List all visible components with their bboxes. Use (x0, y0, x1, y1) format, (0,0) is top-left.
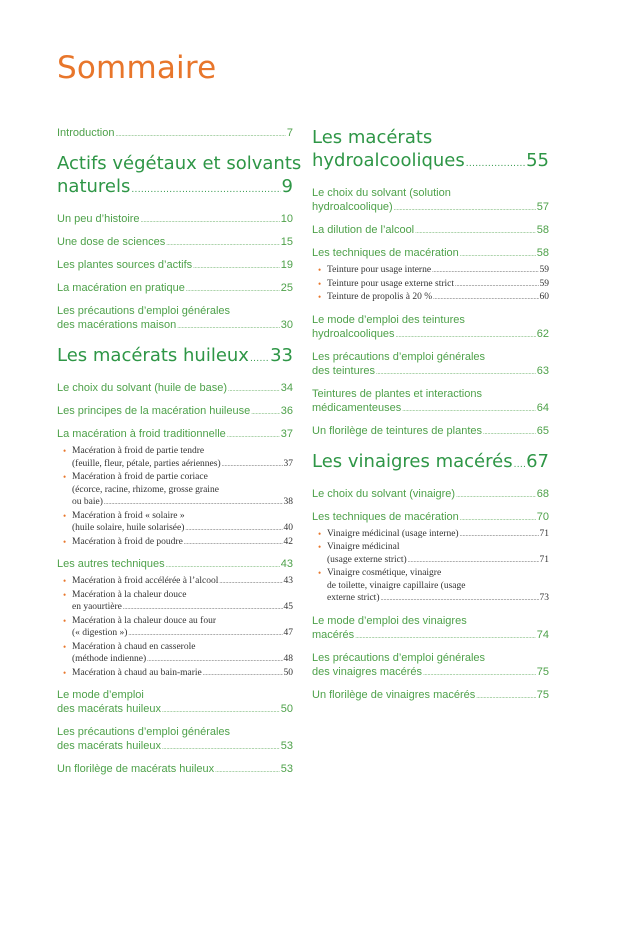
page-number: 53 (280, 740, 293, 752)
toc-entry-text: La dilution de l’alcool (312, 224, 415, 236)
toc-entry-line (72, 496, 293, 510)
toc-entry-line (312, 688, 549, 704)
toc-subitem[interactable] (57, 445, 293, 471)
toc-entry-line (312, 223, 549, 239)
toc-entry-line-line2: (écorce, racine, rhizome, grosse graine (72, 484, 219, 495)
toc-subitem[interactable] (57, 471, 293, 510)
toc-entry-line (312, 364, 549, 380)
page-number: 62 (536, 327, 549, 340)
page-number: 59 (539, 278, 549, 289)
page-number: 7 (286, 127, 293, 139)
toc-entry-text: Un florilège de teintures de plantes (312, 424, 482, 437)
toc-entry-text: Macération à froid accélérée à l’alcool (72, 576, 219, 586)
page-number: 37 (280, 428, 293, 440)
dot-leader (433, 292, 538, 305)
page-number: 37 (283, 458, 293, 469)
page-number: 71 (539, 528, 549, 539)
toc-item[interactable] (57, 235, 293, 251)
toc-entry-text: La macération en pratique (57, 282, 185, 294)
toc-item[interactable] (312, 487, 549, 503)
dot-leader (396, 329, 536, 343)
toc-item[interactable] (312, 424, 549, 440)
dot-leader (166, 237, 280, 251)
bullet-icon: • (63, 510, 67, 521)
toc-entry-text: Un florilège de macérats huileux (57, 763, 215, 775)
bullet-icon: • (318, 528, 322, 539)
toc-item[interactable] (57, 427, 293, 443)
toc-entry-line (327, 592, 549, 606)
page-number: 75 (536, 688, 549, 701)
toc-entry-line (57, 739, 293, 755)
toc-entry-line (57, 427, 293, 443)
toc-entry-line-line1: Les précautions d’emploi générales (312, 350, 486, 363)
toc-entry-line (312, 401, 549, 417)
toc-entry-line (72, 601, 293, 615)
toc-subitem[interactable] (312, 291, 549, 305)
toc-entry-line-line1: Le mode d’emploi des vinaigres (312, 614, 467, 627)
page-number: 40 (283, 523, 293, 533)
toc-entry-line (312, 665, 549, 681)
page-number: 15 (280, 236, 293, 248)
toc-entry-line-line1: Les précautions d’emploi générales (312, 651, 486, 664)
toc-entry-text: Macération à chaud au bain-marie (72, 667, 202, 678)
toc-entry-text: Introduction (57, 127, 115, 139)
dot-leader (131, 179, 280, 202)
page-number: 57 (536, 201, 549, 213)
page-number: 64 (536, 401, 549, 414)
toc-section-heading[interactable] (312, 450, 549, 477)
dot-leader (228, 383, 280, 397)
toc-entry-line-line1: Actifs végétaux et solvants (57, 153, 302, 174)
toc-item[interactable] (312, 246, 549, 262)
bullet-icon: • (318, 542, 322, 552)
page-number: 47 (283, 628, 293, 638)
dot-leader (162, 741, 280, 755)
toc-entry-line-line1: Macération à la chaleur douce au four (72, 615, 217, 626)
toc-sublist (312, 264, 549, 305)
toc-entry-line-line1: Macération à froid de partie coriace (72, 472, 208, 482)
bullet-icon: • (63, 446, 67, 456)
toc-item[interactable] (312, 387, 549, 417)
dot-leader (394, 202, 536, 216)
page-number: 59 (539, 265, 549, 275)
toc-entry-line (327, 554, 549, 568)
toc-subitem[interactable] (57, 575, 293, 589)
toc-item[interactable] (312, 510, 549, 526)
dot-leader (514, 454, 526, 477)
toc-entry-text: Vinaigre médicinal (usage interne) (327, 528, 459, 539)
toc-item[interactable] (312, 651, 549, 681)
page-number: 70 (536, 510, 549, 523)
dot-leader (227, 429, 280, 443)
toc-entry-line (312, 327, 549, 343)
toc-entry-line-line1: Le mode d’emploi des teintures (312, 313, 465, 326)
dot-leader (466, 153, 525, 176)
toc-left-column (57, 126, 302, 785)
toc-entry-text: hydroalcoolique) (312, 201, 393, 213)
page-number: 42 (283, 536, 293, 547)
toc-entry-line (57, 557, 293, 573)
page-number: 30 (280, 319, 293, 331)
toc-entry-text: Le choix du solvant (vinaigre) (312, 487, 456, 500)
toc-entry-line-line1: Les précautions d’emploi générales (57, 305, 231, 317)
toc-entry-text: des macérations maison (57, 319, 177, 331)
dot-leader (402, 403, 535, 417)
dot-leader (460, 248, 536, 262)
toc-entry-line-line1: Vinaigre cosmétique, vinaigre (327, 568, 442, 578)
bullet-icon: • (63, 641, 67, 652)
dot-leader (166, 559, 280, 573)
bullet-icon: • (318, 568, 322, 578)
page-number: 25 (280, 282, 293, 294)
dot-leader (222, 459, 283, 472)
toc-entry-line (312, 200, 549, 216)
bullet-icon: • (63, 576, 67, 586)
page-number: 48 (283, 654, 293, 664)
toc-section-heading[interactable] (57, 152, 302, 202)
toc-subitem[interactable] (312, 264, 549, 278)
toc-entry-line (72, 575, 293, 589)
page-number: 34 (280, 382, 293, 394)
page-number: 50 (283, 667, 293, 678)
toc-entry-text: (usage externe strict) (327, 554, 407, 565)
page-number: 45 (283, 602, 293, 612)
dot-leader (177, 320, 280, 334)
toc-entry-text: des teintures (312, 364, 375, 377)
toc-entry-line (57, 126, 293, 142)
page-number: 53 (280, 763, 293, 775)
dot-leader (128, 628, 282, 641)
toc-entry-text: Les principes de la macération huileuse (57, 405, 251, 417)
toc-entry-text: en yaourtière (72, 602, 122, 612)
toc-entry-line-line1: Macération à chaud en casserole (72, 641, 196, 652)
toc-entry-line (57, 702, 293, 718)
dot-leader (162, 704, 280, 718)
dot-leader (456, 489, 536, 503)
page-number: 43 (283, 576, 293, 586)
toc-entry-line-line1: Les macérats (312, 127, 433, 148)
toc-entry-line (312, 628, 549, 644)
toc-entry-line (57, 762, 293, 778)
toc-entry-line-line1: Macération à la chaleur douce (72, 589, 187, 600)
dot-leader (460, 529, 539, 542)
dot-leader (123, 602, 283, 615)
toc-item[interactable] (57, 688, 293, 718)
toc-item[interactable] (57, 281, 293, 297)
dot-leader (147, 654, 282, 667)
toc-entry-text: Les autres techniques (57, 558, 165, 570)
dot-leader (376, 366, 536, 380)
toc-item[interactable] (312, 350, 549, 380)
toc-entry-text: des macérats huileux (57, 703, 161, 715)
page-number: 71 (539, 554, 549, 565)
toc-entry-line (72, 522, 293, 536)
page-number: 10 (280, 213, 293, 225)
toc-entry-text: macérés (312, 628, 355, 641)
toc-entry-line (57, 235, 293, 251)
toc-entry-line (72, 667, 293, 681)
toc-entry-line (312, 246, 549, 262)
dot-leader (215, 764, 280, 778)
dot-leader (193, 260, 280, 274)
dot-leader (104, 497, 283, 510)
toc-item[interactable] (312, 688, 549, 704)
toc-entry-line-line1: Macération à froid « solaire » (72, 510, 185, 521)
page-number: 60 (539, 292, 549, 302)
dot-leader (381, 593, 539, 606)
toc-sublist (57, 445, 293, 549)
dot-leader (250, 348, 269, 371)
dot-leader (415, 225, 536, 239)
toc-entry-line (57, 281, 293, 297)
bullet-icon: • (318, 265, 322, 275)
toc-subitem[interactable] (57, 615, 293, 641)
toc-subitem[interactable] (57, 667, 293, 681)
toc-entry-text: Les macérats huileux (57, 345, 249, 366)
toc-entry-text: hydroalcooliques (312, 150, 465, 171)
bullet-icon: • (63, 536, 67, 547)
toc-entry-line-line1: Le choix du solvant (solution (312, 187, 451, 199)
toc-entry-text: des vinaigres macérés (312, 665, 423, 678)
toc-entry-line (57, 381, 293, 397)
toc-subitem[interactable] (312, 567, 549, 606)
toc-entry-line (72, 458, 293, 472)
toc-entry-text: Un florilège de vinaigres macérés (312, 688, 476, 701)
dot-leader (251, 406, 280, 420)
page-number: 58 (536, 247, 549, 259)
bullet-icon: • (63, 589, 67, 600)
page-number: 58 (536, 224, 549, 236)
toc-entry-text: (méthode indienne) (72, 654, 147, 664)
dot-leader (186, 283, 280, 297)
toc-item[interactable] (57, 557, 293, 573)
bullet-icon: • (318, 278, 322, 289)
toc-subitem[interactable] (57, 641, 293, 667)
toc-entry-line (57, 404, 293, 420)
bullet-icon: • (63, 615, 67, 626)
toc-item[interactable] (57, 725, 293, 755)
toc-section-heading[interactable] (312, 126, 549, 176)
page-number: 9 (281, 176, 293, 197)
toc-entry-text: des macérats huileux (57, 740, 161, 752)
page-number: 68 (536, 487, 549, 500)
toc-item[interactable] (312, 614, 549, 644)
page-number: 63 (536, 364, 549, 377)
toc-item[interactable] (312, 186, 549, 216)
page-number: 73 (539, 593, 549, 603)
dot-leader (423, 667, 536, 681)
toc-entry-line (327, 528, 549, 542)
toc-entry-line (327, 278, 549, 292)
toc-entry-text: Teinture de propolis à 20 % (327, 292, 433, 302)
page-number: 43 (280, 558, 293, 570)
toc-entry-text: Les plantes sources d’actifs (57, 259, 193, 271)
toc-entry-line (312, 424, 549, 440)
toc-entry-text: hydroalcooliques (312, 327, 395, 340)
toc-subitem[interactable] (312, 528, 549, 542)
toc-sublist (57, 575, 293, 680)
toc-entry-line-line1: Macération à froid de partie tendre (72, 446, 205, 456)
toc-subitem[interactable] (312, 278, 549, 292)
toc-right-column (312, 126, 549, 711)
dot-leader (184, 537, 283, 550)
toc-entry-line-line1: Teintures de plantes et interactions (312, 387, 482, 400)
dot-leader (203, 668, 283, 681)
toc-entry-text: (huile solaire, huile solarisée) (72, 523, 185, 533)
toc-entry-line (57, 258, 293, 274)
toc-entry-text: Teinture pour usage externe strict (327, 278, 455, 289)
toc-item[interactable] (57, 304, 293, 334)
toc-entry-line-line1: Le mode d’emploi (57, 689, 144, 701)
dot-leader (141, 214, 280, 228)
toc-item[interactable] (57, 404, 293, 420)
toc-entry-text: La macération à froid traditionnelle (57, 428, 226, 440)
toc-entry-text: Une dose de sciences (57, 236, 166, 248)
dot-leader (455, 279, 538, 292)
dot-leader (483, 426, 536, 440)
toc-item[interactable] (57, 126, 293, 142)
toc-section-heading[interactable] (57, 344, 293, 371)
toc-subitem[interactable] (57, 536, 293, 550)
toc-entry-line (312, 149, 549, 176)
bullet-icon: • (63, 472, 67, 482)
toc-entry-text: (« digestion ») (72, 628, 128, 638)
toc-entry-line-line1: Les précautions d’emploi générales (57, 726, 231, 738)
toc-item[interactable] (57, 381, 293, 397)
page-number: 33 (270, 345, 293, 366)
page-number: 75 (536, 665, 549, 678)
toc-entry-text: Le choix du solvant (huile de base) (57, 382, 227, 394)
toc-item[interactable] (57, 258, 293, 274)
page-number: 67 (526, 450, 549, 472)
bullet-icon: • (63, 667, 67, 678)
toc-entry-line (312, 510, 549, 526)
toc-entry-line (57, 318, 293, 334)
bullet-icon: • (318, 292, 322, 302)
toc-entry-text: Les vinaigres macérés (312, 450, 513, 472)
toc-entry-text: Un peu d’histoire (57, 213, 140, 225)
toc-entry-text: Macération à froid de poudre (72, 536, 183, 547)
toc-entry-line (327, 291, 549, 305)
page-number: 38 (283, 497, 293, 507)
toc-entry-text: Les techniques de macération (312, 510, 459, 523)
toc-subitem[interactable] (57, 589, 293, 615)
toc-entry-line-line1: Vinaigre médicinal (327, 542, 400, 552)
dot-leader (408, 555, 539, 568)
page-number: 74 (536, 628, 549, 641)
dot-leader (185, 523, 282, 536)
dot-leader (460, 512, 536, 526)
toc-entry-line (57, 175, 293, 202)
toc-subitem[interactable] (312, 541, 549, 567)
toc-entry-text: (feuille, fleur, pétale, parties aériennes) (72, 458, 221, 469)
toc-item[interactable] (312, 313, 549, 343)
dot-leader (355, 630, 536, 644)
page-number: 19 (280, 259, 293, 271)
toc-entry-line (327, 264, 549, 278)
toc-item[interactable] (57, 212, 293, 228)
toc-entry-line (57, 212, 293, 228)
dot-leader (432, 265, 538, 278)
toc-item[interactable] (57, 762, 293, 778)
toc-entry-line (72, 536, 293, 550)
toc-entry-line (57, 344, 293, 371)
page-number: 50 (280, 703, 293, 715)
toc-sublist (312, 528, 549, 606)
toc-entry-line (72, 653, 293, 667)
page-number: 55 (526, 150, 549, 171)
toc-entry-line (312, 450, 549, 477)
dot-leader (476, 690, 536, 704)
dot-leader (219, 576, 282, 589)
toc-entry-text: naturels (57, 176, 131, 197)
toc-entry-text: Teinture pour usage interne (327, 265, 432, 275)
toc-entry-text: ou baie) (72, 497, 103, 507)
toc-entry-text: externe strict) (327, 593, 380, 603)
page-number: 65 (536, 424, 549, 437)
toc-entry-line-line2: de toilette, vinaigre capillaire (usage (327, 580, 466, 591)
page-title: Sommaire (57, 50, 217, 86)
dot-leader (115, 128, 285, 142)
page-number: 36 (280, 405, 293, 417)
toc-entry-text: médicamenteuses (312, 401, 402, 414)
toc-item[interactable] (312, 223, 549, 239)
toc-subitem[interactable] (57, 510, 293, 536)
toc-entry-line (72, 627, 293, 641)
toc-entry-line (312, 487, 549, 503)
toc-entry-text: Les techniques de macération (312, 247, 459, 259)
